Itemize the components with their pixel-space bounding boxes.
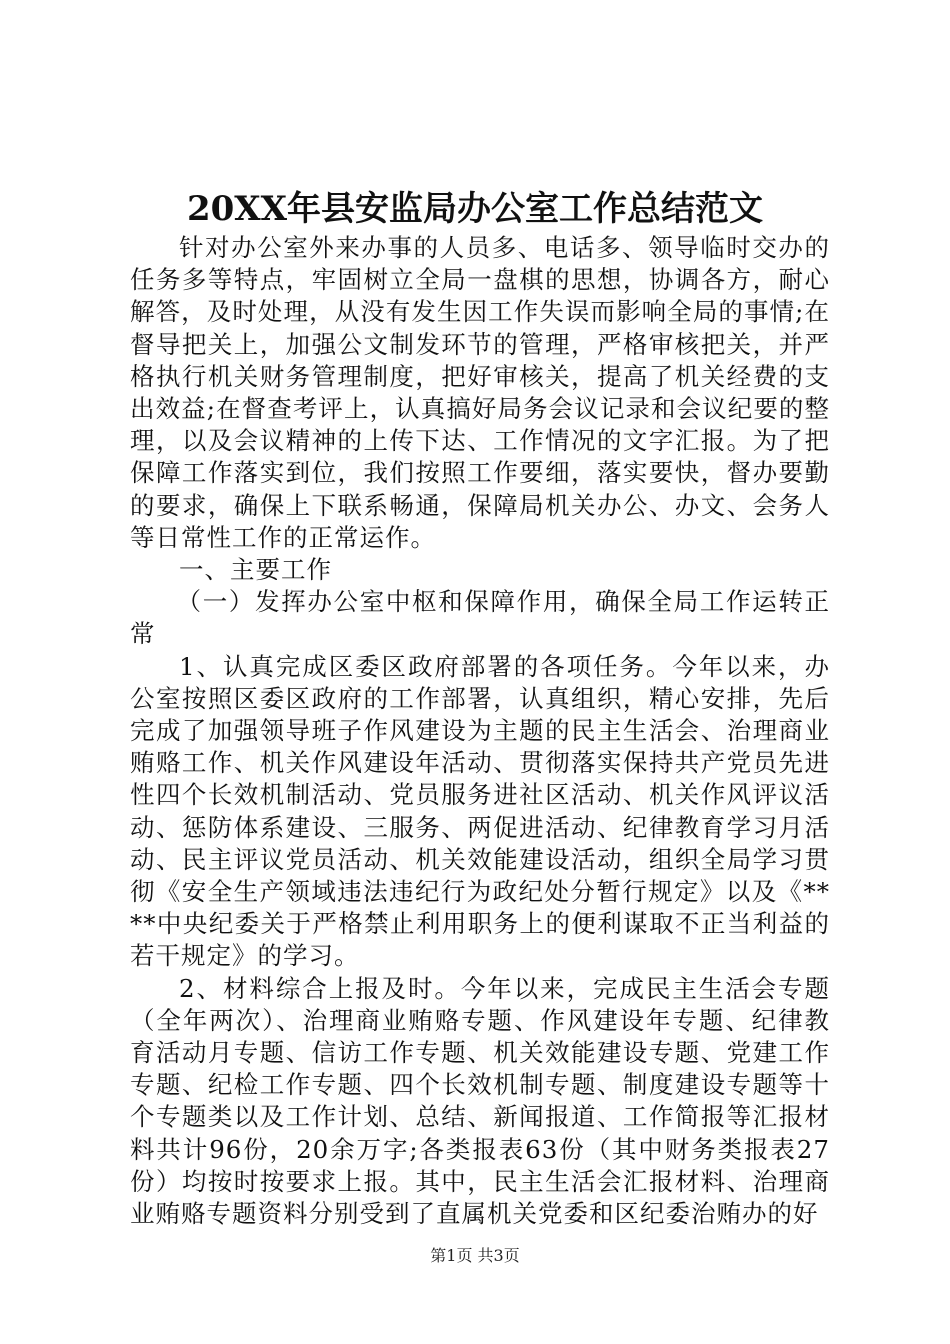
document-body bbox=[130, 232, 830, 1230]
subsection-heading-hub-role: （一）发挥办公室中枢和保障作用，确保全局工作运转正常 bbox=[130, 587, 830, 649]
document-title: 20XX年县安监局办公室工作总结范文 bbox=[186, 189, 764, 229]
paragraph-item-1: 1、认真完成区委区政府部署的各项任务。今年以来，办公室按照区委区政府的工作部署，认真组织，精心安排，先后完成了加强领导班子作风建设为主题的民主生活会、治理商业贿赂工作、机关作风建设年活动、贯彻落实保持共产党员先进性四个长效机制活动、党员服务进社区活动、机关作风评议活动、惩防体系建设、三服务、两促进活动、纪律教育学习月活动、民主评议党员活动、机关效能建设活动，组织全局学习贯彻《安全生产领域违法违纪行为政纪处分暂行规定》以及《****中央纪委关于严格禁止利用职务上的便利谋取不正当利益的若干规定》的学习。 bbox=[130, 651, 830, 971]
page-footer: 第1页 共3页 bbox=[430, 1246, 520, 1265]
paragraph-intro: 针对办公室外来办事的人员多、电话多、领导临时交办的任务多等特点，牢固树立全局一盘棋的思想，协调各方，耐心解答，及时处理，从没有发生因工作失误而影响全局的事情;在督导把关上，加强公文制发环节的管理，严格审核把关，并严格执行机关财务管理制度，把好审核关，提高了机关经费的支出效益;在督查考评上，认真搞好局务会议记录和会议纪要的整理，以及会议精神的上传下达、工作情况的文字汇报。为了把保障工作落实到位，我们按照工作要细，落实要快，督办要勤的要求，确保上下联系畅通，保障局机关办公、办文、会务人等日常性工作的正常运作。 bbox=[130, 233, 830, 552]
section-heading-main-work: 一、主要工作 bbox=[179, 555, 332, 585]
paragraph-item-2: 2、材料综合上报及时。今年以来，完成民主生活会专题（全年两次）、治理商业贿赂专题、作风建设年专题、纪律教育活动月专题、信访工作专题、机关效能建设专题、党建工作专题、纪检工作专题、四个长效机制专题、制度建设专题等十个专题类以及工作计划、总结、新闻报道、工作简报等汇报材料共计96份，20余万字;各类报表63份（其中财务类报表27份）均按时按要求上报。其中，民主生活会汇报材料、治理商业贿赂专题资料分别受到了直属机关党委和区纪委治贿办的好 bbox=[130, 973, 830, 1229]
